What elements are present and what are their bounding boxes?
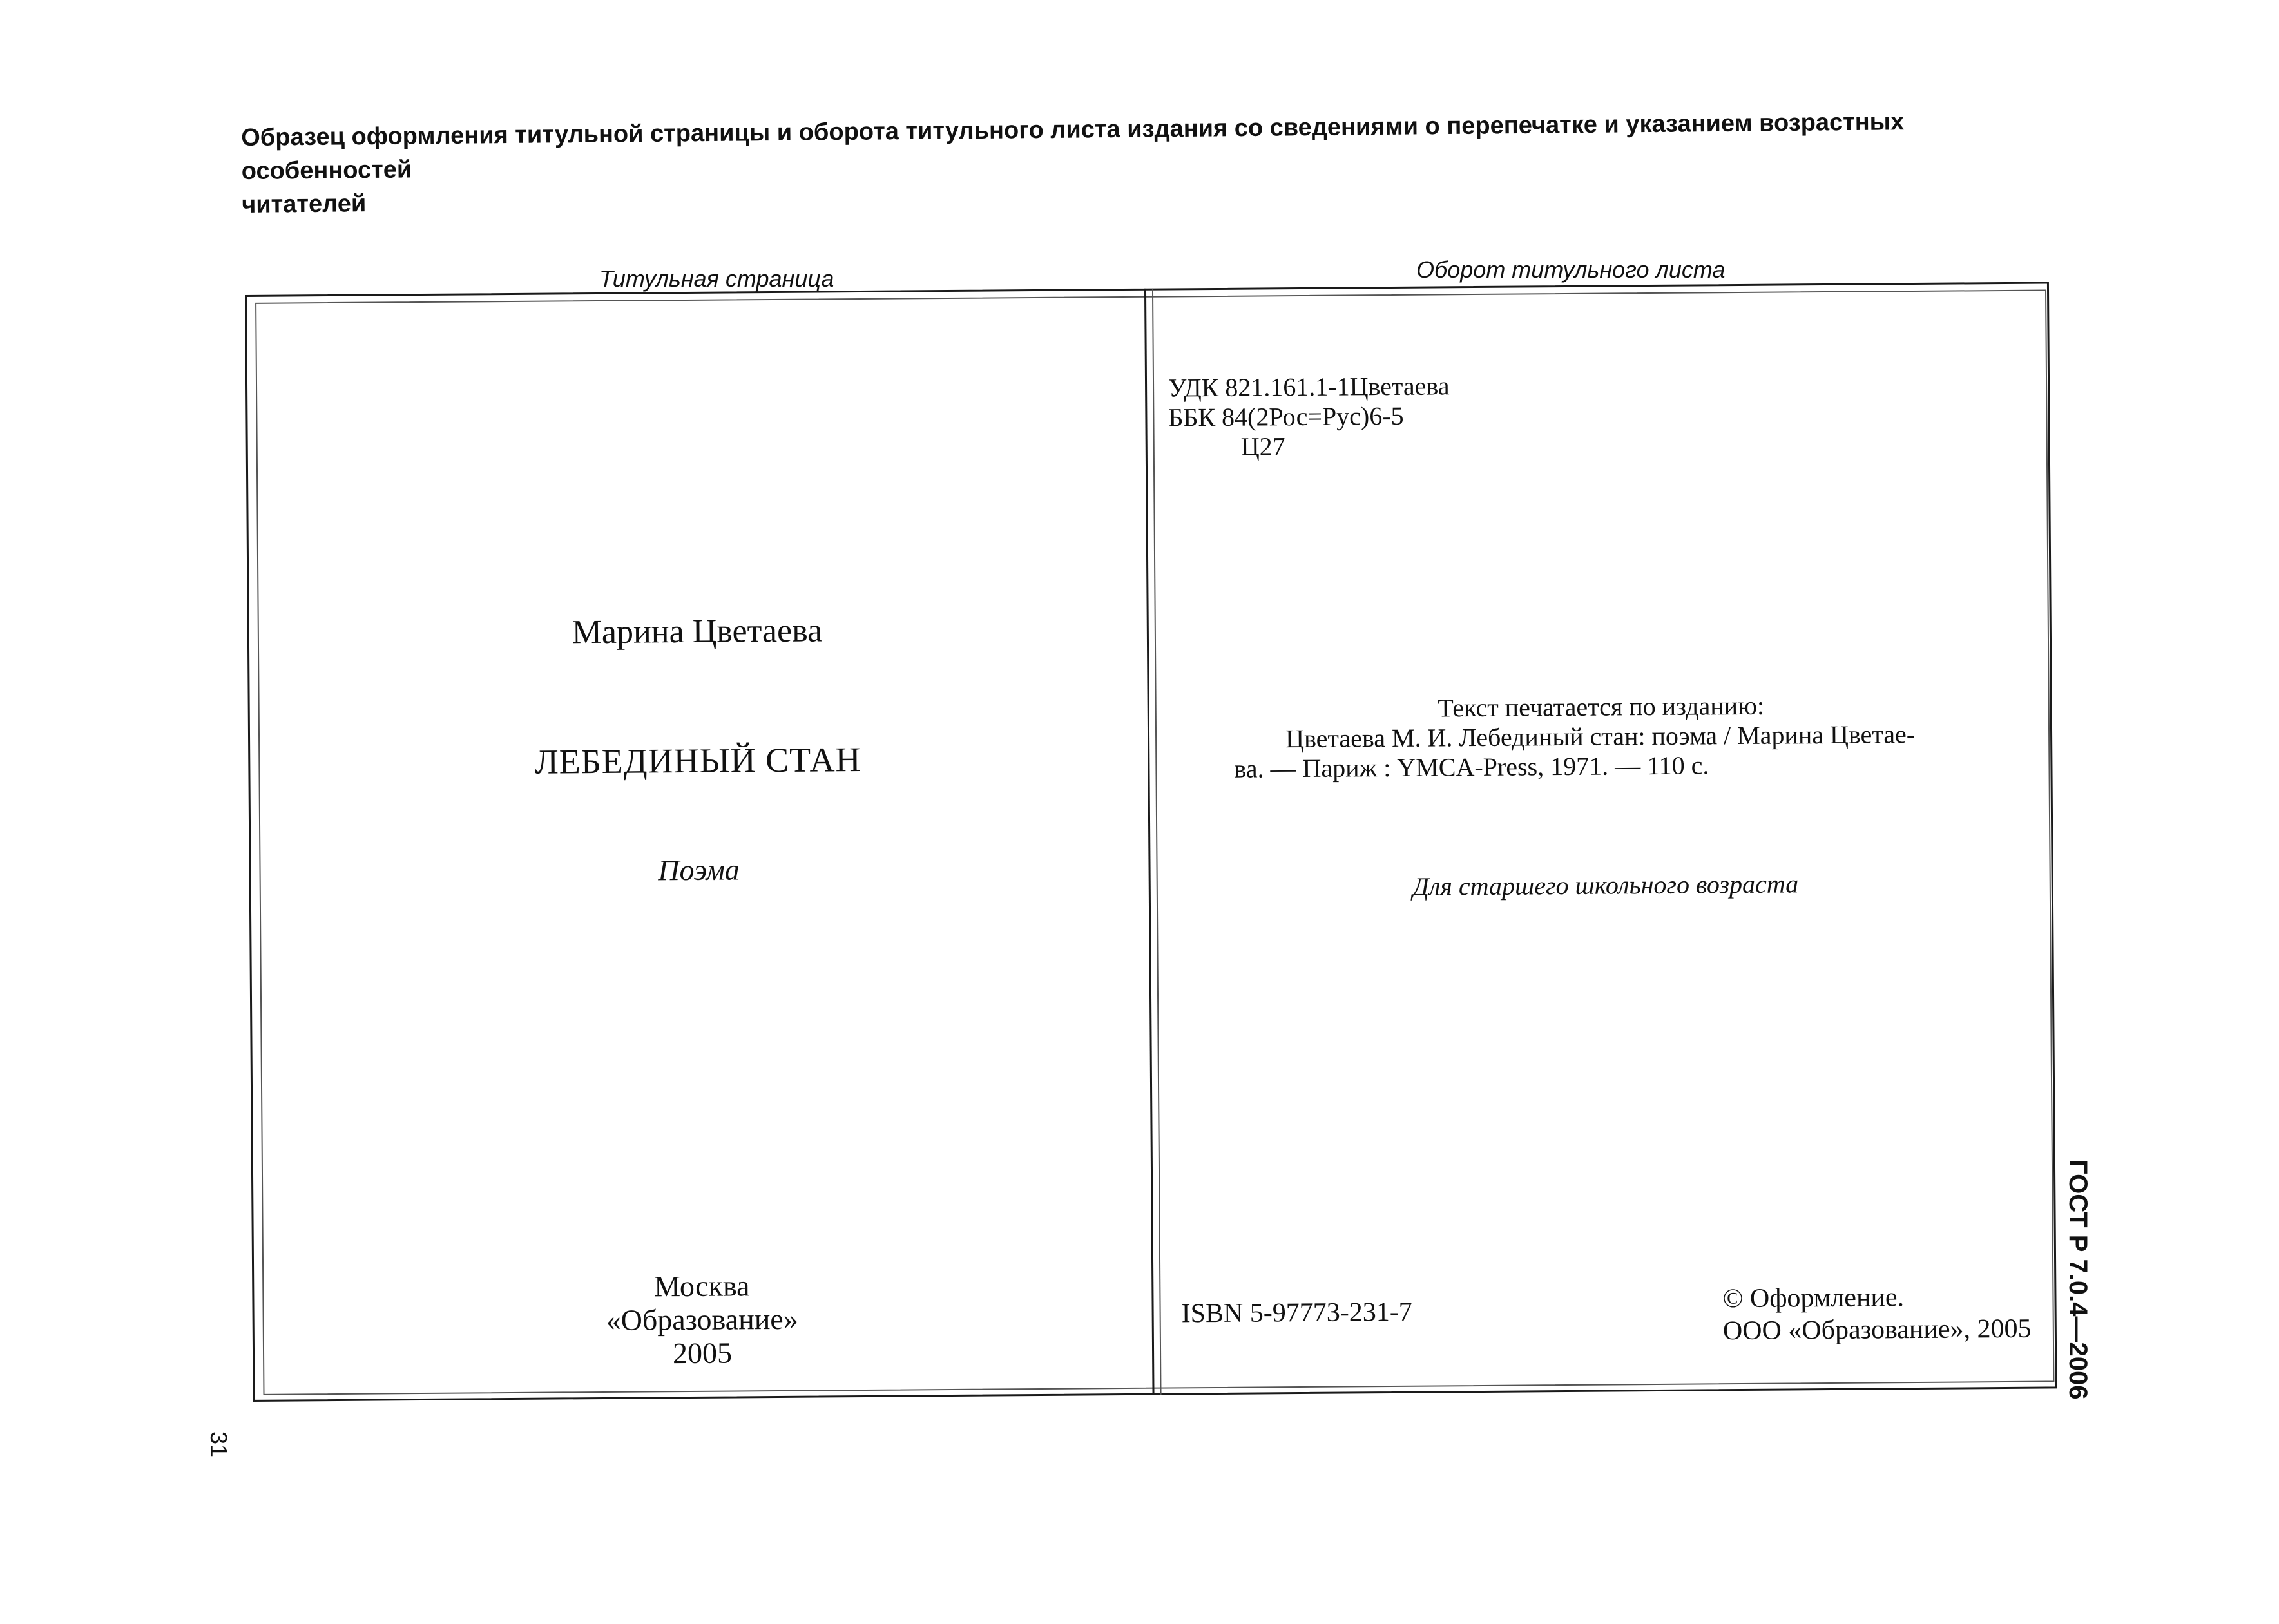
copyright-line-2: ООО «Образование», 2005 [1722,1314,2032,1346]
standard-label: ГОСТ Р 7.0.4—2006 [2064,1160,2092,1400]
copyright-line-1: © Оформление. [1722,1283,1905,1314]
reprint-source-line-2: ва. — Париж : YMCA-Press, 1971. — 110 с. [1234,750,1709,783]
title-verso [1153,282,2057,1395]
age-note: Для старшего школьного возраста [1412,869,1799,901]
reprint-info [1234,689,1969,783]
title-page [245,289,1153,1402]
isbn: ISBN 5-97773-231-7 [1181,1297,1412,1329]
reprint-source-line-1: Цветаева М. И. Лебединый стан: поэма / Марина Цветае- [1285,720,1916,754]
author-mark: Ц27 [1240,432,1285,461]
document-heading [241,104,2072,222]
heading-line-2: читателей [242,190,367,218]
heading-line-1: Образец оформления титульной страницы и оборота титульного листа издания со сведениями о перепечатке и указанием возрастных особенностей [241,108,1905,185]
page-number: 31 [206,1431,232,1458]
author-name: Марина Цветаева [572,612,823,651]
imprint [252,1266,1152,1373]
imprint-city: Москва [654,1269,750,1303]
reprint-intro: Текст печатается по изданию: [1438,691,1765,723]
book-spread-sample [245,282,2057,1401]
imprint-publisher: «Образование» [606,1302,798,1337]
bbk-code: ББК 84(2Рос=Рус)6-5 [1168,401,1404,432]
book-genre: Поэма [658,853,740,887]
copyright-notice [1722,1281,2031,1348]
classification-codes [1168,371,1450,462]
imprint-year: 2005 [672,1336,733,1370]
book-title: ЛЕБЕДИНЫЙ СТАН [534,740,861,781]
title-page-caption: Титульная страница [599,265,834,292]
udc-code: УДК 821.161.1-1Цветаева [1168,371,1450,403]
verso-caption: Оборот титульного листа [1416,256,1726,283]
